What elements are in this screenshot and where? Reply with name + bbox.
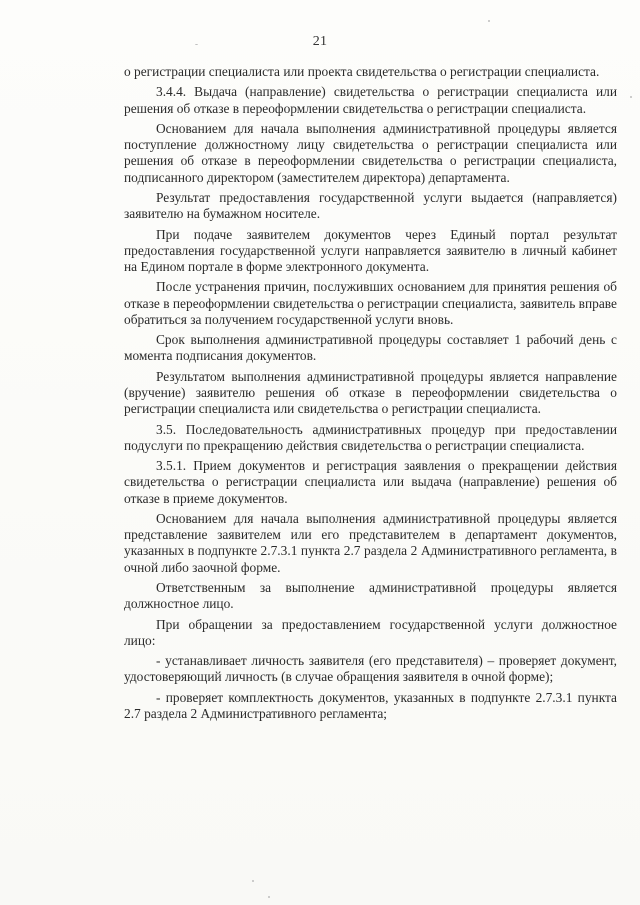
page-number: 21 — [312, 34, 328, 49]
document-body — [124, 64, 617, 726]
paragraph: Основанием для начала выполнения административной процедуры является представление заявителем или его представителем в департамент документов, указанных в подпункте 2.7.3.1 пункта 2.7 раздела 2 Административного регламента, в очной либо заочной форме. — [124, 510, 617, 575]
paragraph-3-5-heading: 3.5. Последовательность административных процедур при предоставлении подуслуги по прекращению действия свидетельства о регистрации специалиста. — [124, 421, 617, 453]
list-item: - устанавливает личность заявителя (его представителя) – проверяет документ, удостоверяющий личность (в случае обращения заявителя в очной форме); — [124, 653, 617, 685]
paragraph: При подаче заявителем документов через Единый портал результат предоставления государственной услуги направляется заявителю в личный кабинет на Едином портале в форме электронного документа. — [124, 226, 617, 274]
scan-speck — [630, 96, 632, 98]
paragraph: Результатом выполнения административной процедуры является направление (вручение) заявителю решения об отказе в переоформлении свидетельства о регистрации специалиста или свидетельства о регистрации специалиста. — [124, 368, 617, 417]
paragraph: Результат предоставления государственной услуги выдается (направляется) заявителю на бумажном носителе. — [124, 189, 617, 222]
paragraph: Ответственным за выполнение административной процедуры является должностное лицо. — [124, 579, 617, 612]
paragraph: При обращении за предоставлением государственной услуги должностное лицо: — [124, 616, 617, 648]
scan-speck — [195, 44, 198, 45]
paragraph: Срок выполнения административной процедуры составляет 1 рабочий день с момента подписания документов. — [124, 332, 617, 364]
paragraph: Основанием для начала выполнения административной процедуры является поступление должностному лицу свидетельства о регистрации специалиста или решения об отказе в переоформлении свидетельства о регистрации специалиста, подписанного директором (заместителем директора) департамента. — [124, 120, 617, 185]
paragraph-3-5-1-heading: 3.5.1. Прием документов и регистрация заявления о прекращении действия свидетельства о регистрации специалиста или выдача (направление) решения об отказе в приеме документов. — [124, 458, 617, 506]
scan-speck — [252, 880, 254, 882]
paragraph-continuation: о регистрации специалиста или проекта свидетельства о регистрации специалиста. — [124, 64, 600, 79]
paragraph-3-4-4-heading: 3.4.4. Выдача (направление) свидетельства о регистрации специалиста или решения об отказе в переоформлении свидетельства о регистрации специалиста. — [124, 84, 617, 116]
paragraph: После устранения причин, послуживших основанием для принятия решения об отказе в переоформлении свидетельства о регистрации специалиста, заявитель вправе обратиться за получением государственной услуги вновь. — [124, 279, 617, 327]
scan-speck — [488, 20, 490, 22]
scan-speck — [268, 896, 270, 898]
list-item: - проверяет комплектность документов, указанных в подпункте 2.7.3.1 пункта 2.7 раздела 2 Административного регламента; — [124, 689, 617, 721]
